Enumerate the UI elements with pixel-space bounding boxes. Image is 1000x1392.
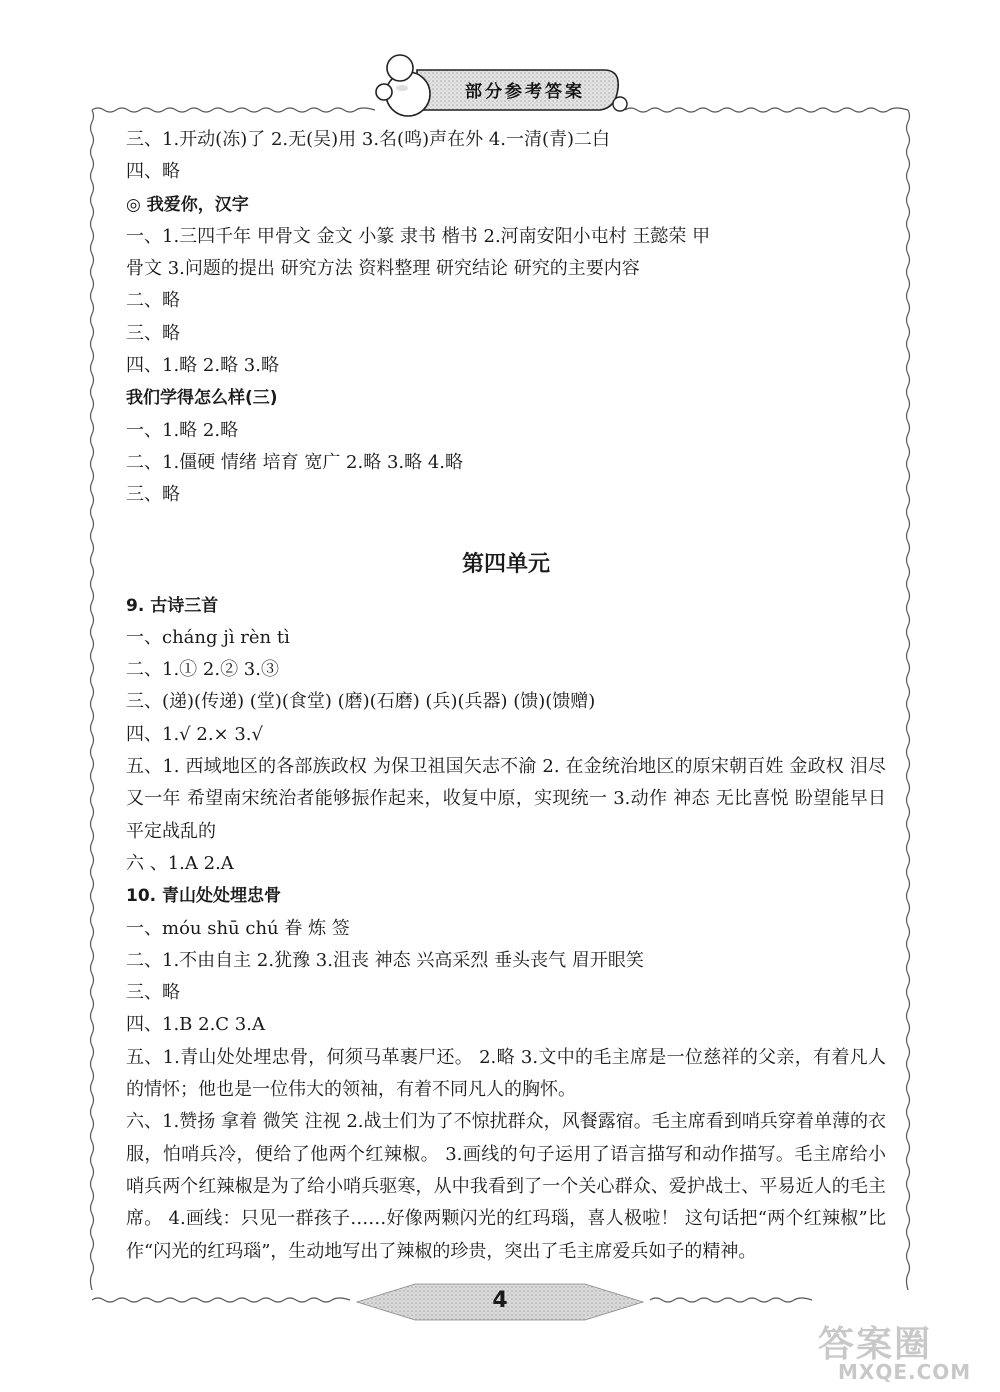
page-number: 4 <box>492 1288 508 1313</box>
watermark-url-text: MXQE.COM <box>838 1360 972 1384</box>
answer-line: 一、móu shū chú 眷 炼 签 <box>126 917 350 939</box>
answer-line: 四、1.B 2.C 3.A <box>126 1014 265 1036</box>
header-bubble-small <box>376 84 392 100</box>
answer-line: 二、1.① 2.② 3.③ <box>126 659 279 681</box>
answer-line: 三、1.开动(冻)了 2.无(吴)用 3.名(鸣)声在外 4.一清(青)二白 <box>126 129 611 150</box>
answer-line: 一、1.三四千年 甲骨文 金文 小篆 隶书 楷书 2.河南安阳小屯村 王懿荣 甲 <box>126 225 711 247</box>
lesson-title-9: 9. 古诗三首 <box>126 595 219 616</box>
watermark-logo-text: 答案圈 <box>818 1324 933 1365</box>
answer-line: 六 、1.A 2.A <box>126 852 234 874</box>
answer-line: 三、(递)(传递) (堂)(食堂) (磨)(石磨) (兵)(兵器) (馈)(馈赠) <box>126 691 596 713</box>
header-title: 部分参考答案 <box>465 82 585 102</box>
lesson-title-10: 10. 青山处处埋忠骨 <box>126 886 282 907</box>
answer-line: 一、1.略 2.略 <box>126 419 239 441</box>
section-title-review: 我们学得怎么样(三) <box>126 388 278 409</box>
answer-line: 二、略 <box>126 290 180 312</box>
answer-content <box>126 124 886 1268</box>
section-title-love-hanzi: ◎ 我爱你，汉字 <box>126 194 249 215</box>
answer-line: 骨文 3.问题的提出 研究方法 资料整理 研究结论 研究的主要内容 <box>126 258 640 280</box>
answer-line: 四、1.略 2.略 3.略 <box>126 355 279 377</box>
answer-paragraph: 五、1. 西域地区的各部族政权 为保卫祖国矢志不渝 2. 在金统治地区的原宋朝百姓 金政权 泪尽 又一年 希望南宋统治者能够振作起来，收复中原，实现统一 3.动作 神态 无比喜悦 盼望能早日平定战乱的 <box>126 756 886 842</box>
answer-line: 二、1.僵硬 情绪 培育 宽广 2.略 3.略 4.略 <box>126 451 464 473</box>
answer-line: 三、略 <box>126 484 180 506</box>
header-bubble-medium <box>387 55 413 81</box>
answer-line: 二、1.不由自主 2.犹豫 3.沮丧 神态 兴高采烈 垂头丧气 眉开眼笑 <box>126 949 644 971</box>
unit-title: 第四单元 <box>461 551 550 577</box>
answer-line: 三、略 <box>126 322 180 344</box>
answer-paragraph: 五、1.青山处处埋忠骨，何须马革裹尸还。 2.略 3.文中的毛主席是一位慈祥的父亲，有着凡人的情怀；他也是一位伟大的领袖，有着不同凡人的胸怀。 <box>126 1046 886 1101</box>
answer-line: 三、略 <box>126 982 180 1004</box>
answer-line: 一、cháng jì rèn tì <box>126 626 290 648</box>
answer-line: 四、1.√ 2.× 3.√ <box>126 723 263 745</box>
answer-line: 四、略 <box>126 161 180 183</box>
header-bubble-right <box>613 97 627 111</box>
answer-paragraph: 六、1.赞扬 拿着 微笑 注视 2.战士们为了不惊扰群众，风餐露宿。毛主席看到哨兵穿着单薄的衣服，怕哨兵冷，便给了他两个红辣椒。 3.画线的句子运用了语言描写和动作描写。毛主席给小哨兵两个红辣椒是为了给小哨兵驱寒，从中我看到了一个关心群众、爱护战士、平易近人的毛主席。 4.画线：只见一群孩子……好像两颗闪光的红玛瑙，喜人极啦！ 这句话把“两个红辣椒”比作“闪光的红玛瑙”，生动地写出了辣椒的珍贵，突出了毛主席爱兵如子的精神。 <box>126 1111 886 1262</box>
